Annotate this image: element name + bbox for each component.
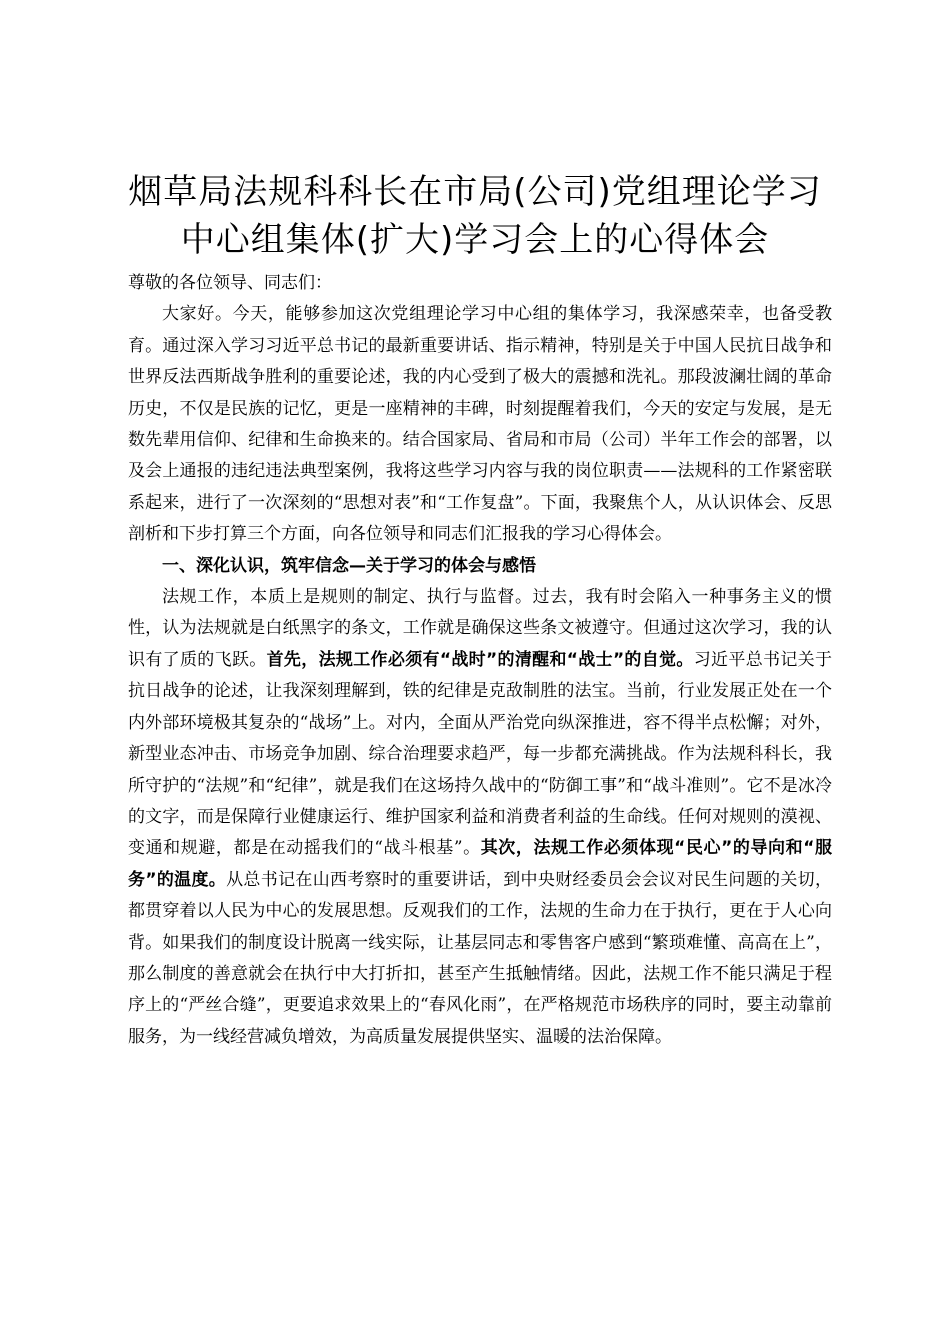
document-title-line-2: 中心组集体(扩大)学习会上的心得体会 bbox=[180, 220, 770, 260]
section-1-paragraph bbox=[128, 582, 832, 1053]
section-1-text-part-3: 从总书记在山西考察时的重要讲话，到中央财经委员会会议对民生问题的关切，都贯穿着以人民为中心的发展思想。反观我们的工作，法规的生命力在于执行，更在于人心向背。如果我们的制度设计脱离一线实际，让基层同志和零售客户感到“繁琐难懂、高高在上”，那么制度的善意就会在执行中大打折扣，甚至产生抵触情绪。因此，法规工作不能只满足于程序上的“严丝合缝”，更要追求效果上的“春风化雨”，在严格规范市场秩序的同时，要主动靠前服务，为一线经营减负增效，为高质量发展提供坚实、温暖的法治保障。 bbox=[128, 869, 832, 1047]
document-title bbox=[100, 168, 850, 264]
section-1-bold-point-1: 首先，法规工作必须有“战时”的清醒和“战士”的自觉。 bbox=[266, 649, 694, 670]
salutation: 尊敬的各位领导、同志们： bbox=[128, 273, 332, 293]
section-1-bold-point-2: 其次，法规工作必须体现“民心”的导向和“服务”的温度。 bbox=[128, 838, 832, 890]
document-title-line-1: 烟草局法规科科长在市局(公司)党组理论学习 bbox=[128, 172, 822, 212]
document-body bbox=[128, 268, 832, 1053]
section-1-heading: 一、深化认识，筑牢信念—关于学习的体会与感悟 bbox=[162, 555, 536, 576]
section-1-text-part-1: 法规工作，本质上是规则的制定、执行与监督。过去，我有时会陷入一种事务主义的惯性，认为法规就是白纸黑字的条文，工作就是确保这些条文被遵守。但通过这次学习，我的认识有了质的飞跃。 bbox=[128, 587, 832, 670]
section-1-text-part-2: 习近平总书记关于抗日战争的论述，让我深刻理解到，铁的纪律是克敌制胜的法宝。当前，行业发展正处在一个内外部环境极其复杂的“战场”上。对内，全面从严治党向纵深推进，容不得半点松懈；对外，新型业态冲击、市场竞争加剧、综合治理要求趋严，每一步都充满挑战。作为法规科科长，我所守护的“法规”和“纪律”，就是我们在这场持久战中的“防御工事”和“战斗准则”。它不是冰冷的文字，而是保障行业健康运行、维护国家利益和消费者利益的生命线。任何对规则的漠视、变通和规避，都是在动摇我们的“战斗根基”。 bbox=[128, 649, 833, 859]
intro-paragraph: 大家好。今天，能够参加这次党组理论学习中心组的集体学习，我深感荣幸，也备受教育。通过深入学习习近平总书记的最新重要讲话、指示精神，特别是关于中国人民抗日战争和世界反法西斯战争胜利的重要论述，我的内心受到了极大的震撼和洗礼。那段波澜壮阔的革命历史，不仅是民族的记忆，更是一座精神的丰碑，时刻提醒着我们，今天的安定与发展，是无数先辈用信仰、纪律和生命换来的。结合国家局、省局和市局（公司）半年工作会的部署，以及会上通报的违纪违法典型案例，我将这些学习内容与我的岗位职责——法规科的工作紧密联系起来，进行了一次深刻的“思想对表”和“工作复盘”。下面，我聚焦个人，从认识体会、反思剖析和下步打算三个方面，向各位领导和同志们汇报我的学习心得体会。 bbox=[128, 304, 832, 545]
